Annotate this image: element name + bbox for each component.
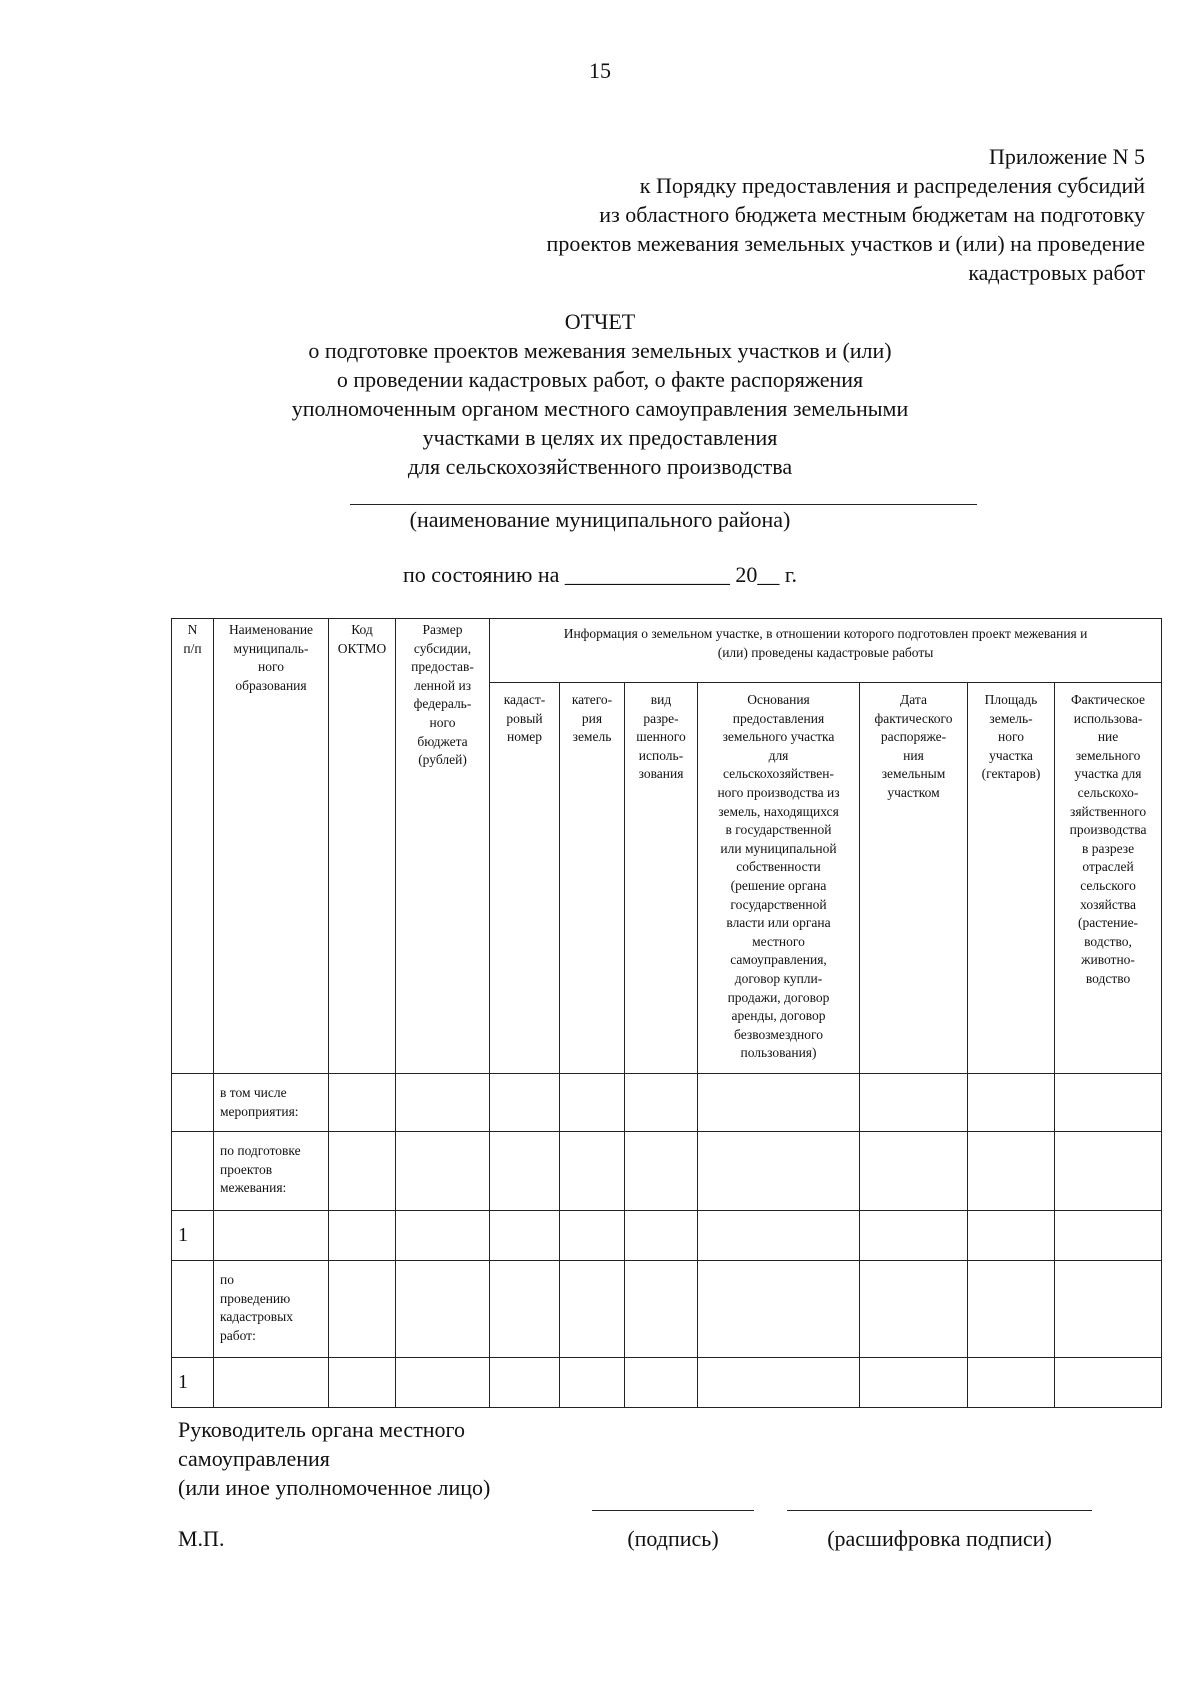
signature-line <box>592 1510 754 1511</box>
table-header-row <box>172 619 1162 683</box>
header-subsidy: Размер субсидии, предостав- ленной из федераль- ного бюджета (рублей) <box>396 619 490 1074</box>
appendix-line: проектов межевания земельных участков и (или) на проведение <box>546 231 1145 256</box>
header-actual-use: Фактическое использова- ние земельного участка для сельскохо- зяйственного производства в разрезе отраслей сельского хозяйства (растение- водство, животно- водство <box>1055 683 1162 1074</box>
row-label-cadastral-works: по проведению кадастровых работ: <box>214 1261 329 1358</box>
header-municipality: Наименование муниципаль- ного образования <box>214 619 329 1074</box>
table-row <box>172 1132 1162 1211</box>
table-row <box>172 1261 1162 1358</box>
signatory-line: самоуправления <box>178 1446 330 1471</box>
row-label-survey-projects: по подготовке проектов межевания: <box>214 1132 329 1211</box>
header-grounds: Основания предоставления земельного участка для сельскохозяйствен- ного производства из земель, находящихся в государственной или муниципальной собственности (решение органа государственной власти или органа местного самоуправления, договор купли- продажи, договор аренды, договор безвозмездного пользования) <box>698 683 860 1074</box>
signatory-title <box>178 1415 490 1502</box>
table-row <box>172 1074 1162 1132</box>
row-number: 1 <box>172 1211 214 1261</box>
header-land-info: Информация о земельном участке, в отношении которого подготовлен проект межевания и (или) проведены кадастровые работы <box>490 619 1162 683</box>
as-of-date: по состоянию на _______________ 20__ г. <box>403 562 797 587</box>
appendix-line: Приложение N 5 <box>989 144 1145 169</box>
table-row <box>172 1358 1162 1408</box>
report-title-line: участками в целях их предоставления <box>422 425 778 450</box>
report-title-line: уполномоченным органом местного самоуправления земельными <box>291 396 909 421</box>
report-title <box>0 307 1200 481</box>
signature-decode-line <box>787 1510 1092 1511</box>
row-number: 1 <box>172 1358 214 1408</box>
header-land-category: катего- рия земель <box>560 683 625 1074</box>
appendix-header <box>547 142 1145 287</box>
signatory-line: Руководитель органа местного <box>178 1417 465 1442</box>
signatory-line: (или иное уполномоченное лицо) <box>178 1475 491 1500</box>
municipality-fill-line <box>350 504 977 505</box>
report-heading: ОТЧЕТ <box>564 309 636 334</box>
table-row <box>172 1211 1162 1261</box>
signature-caption: (подпись) <box>627 1526 719 1551</box>
header-permitted-use: вид разре- шенного исполь- зования <box>625 683 698 1074</box>
signature-decode-caption: (расшифровка подписи) <box>827 1526 1052 1551</box>
stamp-place-label: М.П. <box>178 1526 225 1551</box>
report-table <box>171 618 1162 1408</box>
header-num: N п/п <box>172 619 214 1074</box>
header-disposal-date: Дата фактического распоряже- ния земельным участком <box>860 683 968 1074</box>
appendix-line: к Порядку предоставления и распределения субсидий <box>639 173 1145 198</box>
report-title-line: о подготовке проектов межевания земельных участков и (или) <box>308 338 892 363</box>
appendix-line: кадастровых работ <box>968 260 1145 285</box>
report-title-line: о проведении кадастровых работ, о факте распоряжения <box>336 367 864 392</box>
page-number: 15 <box>589 58 611 83</box>
report-title-line: для сельскохозяйственного производства <box>407 454 793 479</box>
header-area: Площадь земель- ного участка (гектаров) <box>968 683 1055 1074</box>
header-oktmo: Код ОКТМО <box>329 619 396 1074</box>
municipality-caption: (наименование муниципального района) <box>409 507 791 532</box>
appendix-line: из областного бюджета местным бюджетам на подготовку <box>599 202 1145 227</box>
header-cadastral-number: кадаст- ровый номер <box>490 683 560 1074</box>
row-label-including: в том числе мероприятия: <box>214 1074 329 1132</box>
